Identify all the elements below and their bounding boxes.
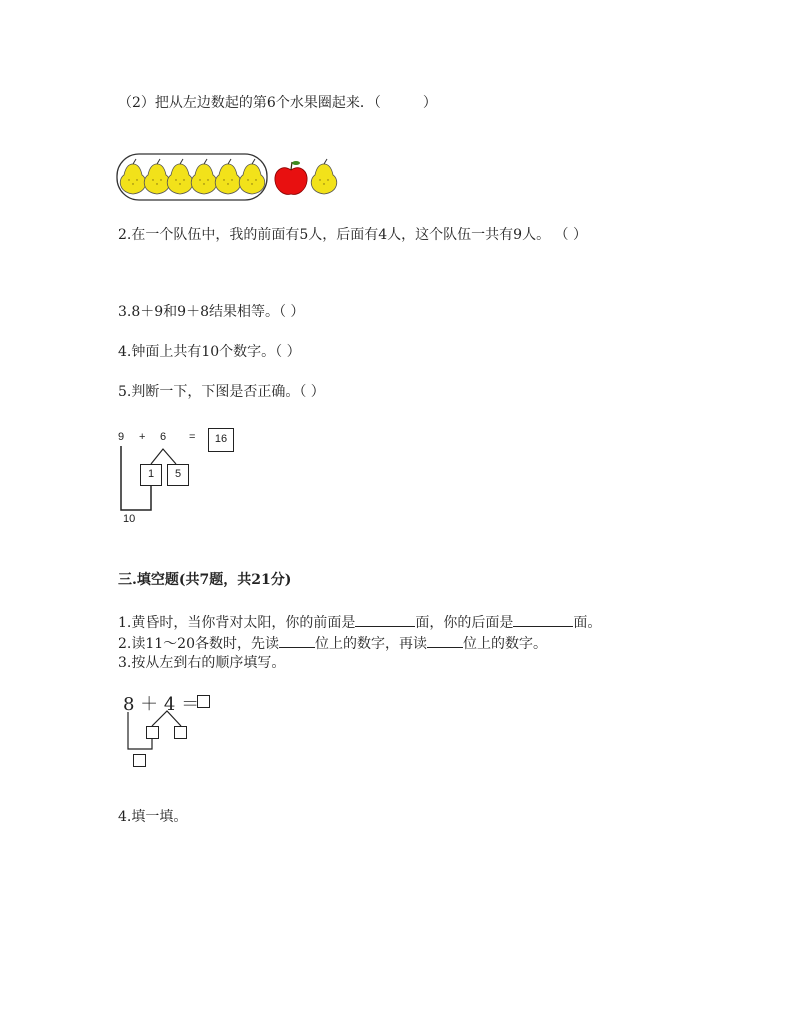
plus-sign: + bbox=[139, 431, 146, 443]
judge-question-3: 3.8＋9和9＋8结果相等。（ ） bbox=[118, 304, 305, 320]
equals-sign: = bbox=[189, 431, 196, 443]
judge-question-4: 4.钟面上共有10个数字。（ ） bbox=[118, 344, 301, 360]
result-box: 16 bbox=[208, 428, 234, 452]
fill-question-1: 1.黄昏时，当你背对太阳，你的前面是 面，你的后面是 面。 bbox=[118, 612, 601, 632]
ten-label: 10 bbox=[123, 513, 136, 525]
fill-question-4: 4.填一填。 bbox=[118, 809, 188, 825]
fill-question-2: 2.读11～20各数时，先读 位上的数字，再读 位上的数字。 bbox=[118, 633, 547, 653]
section-3-title: 三.填空题(共7题，共21分) bbox=[118, 572, 292, 588]
question-2-text: （2）把从左边数起的第6个水果圈起来．（ ） bbox=[118, 95, 437, 111]
expression-8-plus-4: 8 ＋ 4 ＝ bbox=[123, 694, 200, 715]
judge-question-5: 5.判断一下，下图是否正确。（ ） bbox=[118, 384, 325, 400]
addend-9: 9 bbox=[118, 431, 125, 443]
fill-question-3: 3.按从左到右的顺序填写。 bbox=[118, 655, 286, 671]
judge-question-2: 2.在一个队伍中，我的前面有5人，后面有4人，这个队伍一共有9人。 （ ） bbox=[118, 227, 587, 243]
split-box-5: 5 bbox=[167, 464, 189, 486]
addend-6: 6 bbox=[160, 431, 167, 443]
split-box-1: 1 bbox=[140, 464, 162, 486]
